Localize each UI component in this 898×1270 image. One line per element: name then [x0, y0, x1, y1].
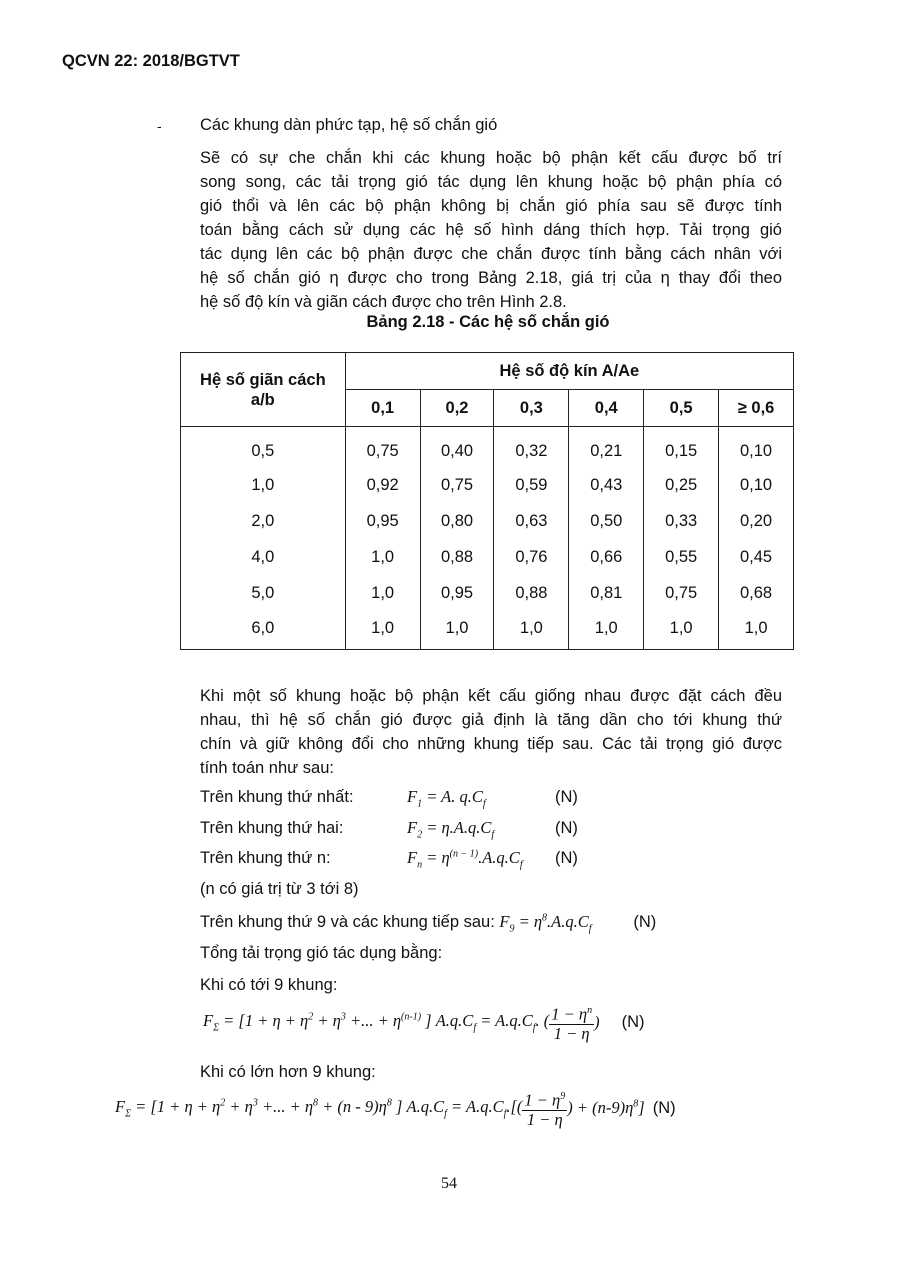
factor-cell: 0,59 — [494, 467, 569, 503]
formula-total-more-than-9: $F_\Sigma = [1 + \eta + \eta^2 + \eta^3$ +... + $\eta^8 + (n - 9)\eta^8$ ] $A.q.C_f = A.q.C_f$.[( $\frac{1 - \eta^9}{1 - \eta}$ ) + $(n-9)\eta^8$] (N) — [115, 1088, 676, 1129]
unit-label: (N) — [652, 1098, 676, 1117]
table-caption: Bảng 2.18 - Các hệ số chắn gió — [366, 313, 610, 331]
unit-label: (N) — [633, 913, 657, 931]
table-row — [181, 503, 794, 539]
group-header-solidity: Hệ số độ kín A/Ae — [345, 353, 793, 390]
spacing-cell: 0,5 — [181, 427, 346, 468]
column-header: 0,4 — [569, 390, 644, 427]
load-ninth-frame — [200, 912, 656, 934]
factor-cell: 0,15 — [644, 427, 719, 468]
row-header-spacing: Hệ số giãn cách a/b — [181, 353, 346, 427]
factor-cell: 1,0 — [345, 575, 420, 611]
formula-first: $F_1 = A$. $q.C_f$ — [407, 787, 486, 810]
table-row — [181, 539, 794, 575]
factor-cell: 1,0 — [719, 611, 794, 650]
spacing-cell: 5,0 — [181, 575, 346, 611]
unit-label: (N) — [621, 1012, 645, 1031]
text-line: hệ số chắn gió η được cho trong Bảng 2.18, giá trị của η thay đổi theo — [200, 269, 782, 287]
factor-cell: 1,0 — [569, 611, 644, 650]
factor-cell: 0,88 — [420, 539, 494, 575]
formula-ninth: $F_9 = \eta^8.A.q.C_f$ — [499, 912, 592, 935]
spacing-cell: 4,0 — [181, 539, 346, 575]
factor-cell: 0,63 — [494, 503, 569, 539]
load-nth-frame — [200, 848, 578, 870]
factor-cell: 0,68 — [719, 575, 794, 611]
factor-cell: 0,32 — [494, 427, 569, 468]
factor-cell: 0,80 — [420, 503, 494, 539]
formula-total-up-to-9: $F_\Sigma = [1 + \eta + \eta^2 + \eta^3$ +... + $\eta^{(n-1)}$ ] $A.q.C_f = A.q.C_f$. ( $\frac{1 - \eta^n}{1 - \eta}$ ) (N) — [203, 1002, 645, 1043]
case-up-to-9: Khi có tới 9 khung: — [200, 976, 338, 994]
column-header: 0,3 — [494, 390, 569, 427]
factor-cell: 1,0 — [345, 539, 420, 575]
factor-cell: 0,95 — [345, 503, 420, 539]
factor-cell: 0,20 — [719, 503, 794, 539]
factor-cell: 0,55 — [644, 539, 719, 575]
spacing-cell: 1,0 — [181, 467, 346, 503]
factor-cell: 0,50 — [569, 503, 644, 539]
column-header: 0,1 — [345, 390, 420, 427]
section-title: Các khung dàn phức tạp, hệ số chắn gió — [200, 116, 498, 134]
text-line: chín và giữ không đổi cho những khung tiếp sau. Các tải trọng gió được — [200, 735, 782, 753]
spacing-cell: 6,0 — [181, 611, 346, 650]
intro-paragraph — [200, 146, 782, 314]
spacing-cell: 2,0 — [181, 503, 346, 539]
formula-second: $F_2 = \eta.A.q.C_f$ — [407, 818, 495, 841]
load-paragraph — [200, 684, 782, 780]
fraction: $\frac{1 - \eta^n}{1 - \eta}$ — [549, 1002, 594, 1043]
factor-cell: 0,81 — [569, 575, 644, 611]
text-line: Sẽ có sự che chắn khi các khung hoặc bộ phận kết cấu được bố trí — [200, 149, 782, 167]
total-heading: Tổng tải trọng gió tác dụng bằng: — [200, 944, 443, 962]
factor-cell: 1,0 — [494, 611, 569, 650]
factor-cell: 0,66 — [569, 539, 644, 575]
factor-cell: 0,92 — [345, 467, 420, 503]
factor-cell: 0,25 — [644, 467, 719, 503]
factor-cell: 0,45 — [719, 539, 794, 575]
load-label: Trên khung thứ 9 và các khung tiếp sau: — [200, 913, 495, 931]
load-first-frame — [200, 787, 578, 809]
unit-label: (N) — [555, 849, 578, 867]
column-header: ≥ 0,6 — [719, 390, 794, 427]
column-header: 0,2 — [420, 390, 494, 427]
factor-cell: 1,0 — [420, 611, 494, 650]
unit-label: (N) — [555, 788, 578, 806]
load-second-frame — [200, 818, 578, 840]
factor-cell: 0,10 — [719, 427, 794, 468]
formula-nth: $F_n = \eta^{(n - 1)}.A.q.C_f$ — [407, 848, 523, 871]
text-line: toán bằng cách sử dụng các hệ số hình dáng thích hợp. Tải trọng gió — [200, 221, 782, 239]
text-line: tính toán như sau: — [200, 759, 334, 777]
factor-cell: 0,43 — [569, 467, 644, 503]
factor-cell: 0,75 — [420, 467, 494, 503]
document-code: QCVN 22: 2018/BGTVT — [62, 52, 240, 70]
text-line: tác dụng lên các bộ phận được che chắn được tính bằng cách nhân với — [200, 245, 782, 263]
factor-cell: 0,21 — [569, 427, 644, 468]
factor-cell: 1,0 — [345, 611, 420, 650]
shielding-factor-table — [180, 352, 794, 650]
text-line: hệ số độ kín và giãn cách được cho trên Hình 2.8. — [200, 293, 567, 311]
fraction: $\frac{1 - \eta^9}{1 - \eta}$ — [522, 1088, 567, 1129]
factor-cell: 0,33 — [644, 503, 719, 539]
factor-cell: 0,76 — [494, 539, 569, 575]
factor-cell: 0,75 — [644, 575, 719, 611]
bullet-dash: - — [157, 118, 162, 134]
text-line: nhau, thì hệ số chắn gió được giả định là tăng dần cho tới khung thứ — [200, 711, 782, 729]
n-range-note: (n có giá trị từ 3 tới 8) — [200, 880, 359, 898]
table-row — [181, 611, 794, 650]
text-line: Khi một số khung hoặc bộ phận kết cấu giống nhau được đặt cách đều — [200, 687, 782, 705]
case-more-than-9: Khi có lớn hơn 9 khung: — [200, 1063, 376, 1081]
text-line: gió thổi và lên các bộ phận không bị chắn gió phía sau sẽ được tính — [200, 197, 782, 215]
factor-cell: 0,40 — [420, 427, 494, 468]
table-row — [181, 427, 794, 468]
factor-cell: 0,10 — [719, 467, 794, 503]
factor-cell: 1,0 — [644, 611, 719, 650]
unit-label: (N) — [555, 819, 578, 837]
page-number: 54 — [441, 1175, 457, 1192]
factor-cell: 0,95 — [420, 575, 494, 611]
load-label: Trên khung thứ nhất: — [200, 788, 354, 806]
table-row — [181, 467, 794, 503]
column-header: 0,5 — [644, 390, 719, 427]
load-label: Trên khung thứ hai: — [200, 819, 344, 837]
load-label: Trên khung thứ n: — [200, 849, 331, 867]
table-row — [181, 575, 794, 611]
factor-cell: 0,88 — [494, 575, 569, 611]
factor-cell: 0,75 — [345, 427, 420, 468]
text-line: song song, các tải trọng gió tác dụng lên khung hoặc bộ phận phía có — [200, 173, 782, 191]
